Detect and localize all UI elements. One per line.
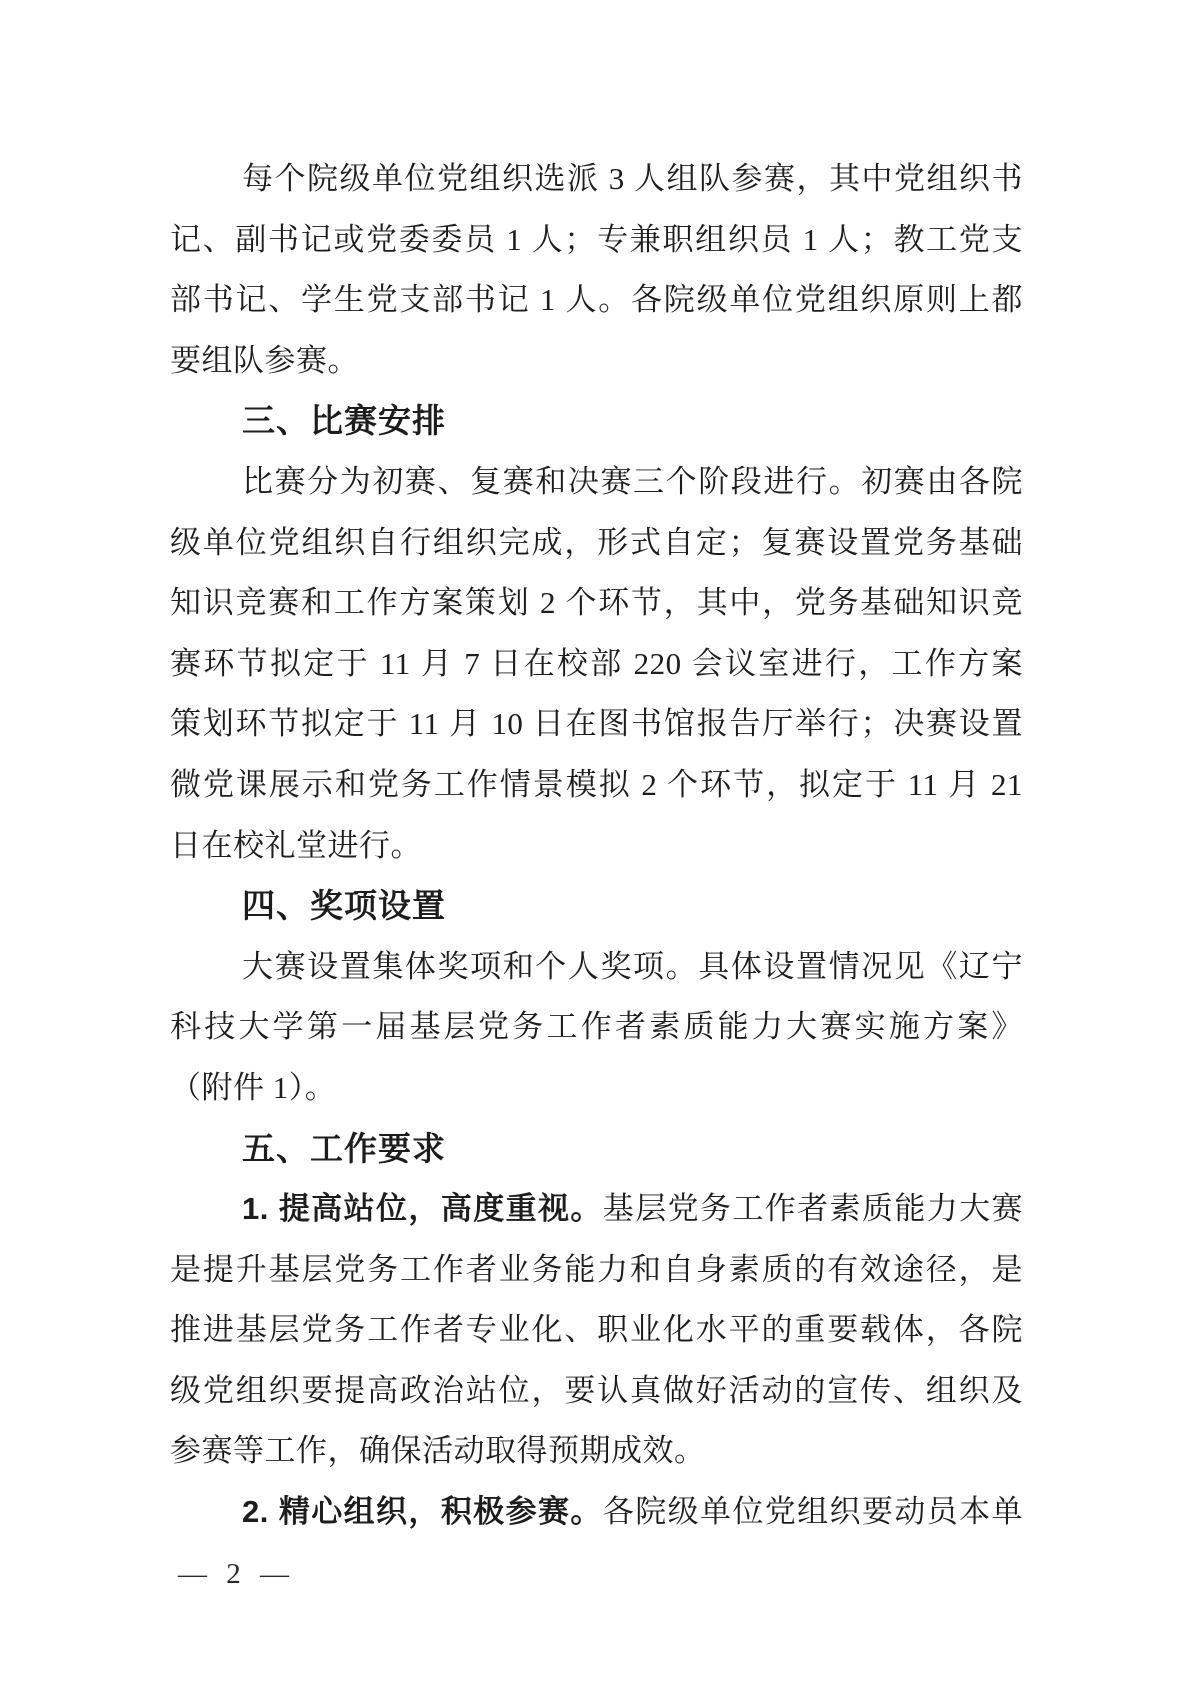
paragraph-arrangement-line-4: 赛环节拟定于 11 月 7 日在校部 220 会议室进行，工作方案 bbox=[170, 645, 1023, 681]
paragraph-arrangement-line-5: 策划环节拟定于 11 月 10 日在图书馆报告厅举行；决赛设置 bbox=[170, 706, 1023, 742]
paragraph-requirement-2-line-1 bbox=[170, 1482, 1023, 1543]
paragraph-requirement-1-line-3: 推进基层党务工作者专业化、职业化水平的重要载体，各院 bbox=[170, 1312, 1023, 1348]
paragraph-team-selection-line-1: 每个院级单位党组织选派 3 人组队参赛，其中党组织书 bbox=[242, 161, 1023, 196]
paragraph-team-selection-line-3: 部书记、学生党支部书记 1 人。各院级单位党组织原则上都 bbox=[170, 282, 1023, 318]
paragraph-awards-line-2: 科技大学第一届基层党务工作者素质能力大赛实施方案》 bbox=[170, 1009, 1023, 1045]
requirement-1-body-start: 基层党务工作者素质能力大赛 bbox=[602, 1191, 1024, 1227]
paragraph-arrangement-line-1: 比赛分为初赛、复赛和决赛三个阶段进行。初赛由各院 bbox=[242, 463, 1023, 499]
paragraph-team-selection-line-4: 要组队参赛。 bbox=[170, 342, 359, 378]
paragraph-arrangement-line-3: 知识竞赛和工作方案策划 2 个环节，其中，党务基础知识竞 bbox=[170, 585, 1023, 621]
paragraph-requirement-1-line-5: 参赛等工作，确保活动取得预期成效。 bbox=[170, 1433, 706, 1469]
document-body bbox=[170, 149, 1023, 1543]
requirement-2-bold-lead: 2. 精心组织，积极参赛。 bbox=[242, 1494, 603, 1530]
paragraph-awards-line-1: 大赛设置集体奖项和个人奖项。具体设置情况见《辽宁 bbox=[242, 948, 1023, 984]
paragraph-requirement-1-line-1 bbox=[170, 1179, 1023, 1240]
heading-work-requirements: 五、工作要求 bbox=[242, 1129, 446, 1167]
page-number: — 2 — bbox=[178, 1558, 295, 1590]
heading-awards-setup: 四、奖项设置 bbox=[242, 887, 446, 925]
paragraph-requirement-1-line-4: 级党组织要提高政治站位，要认真做好活动的宣传、组织及 bbox=[170, 1372, 1023, 1408]
heading-competition-arrangement: 三、比赛安排 bbox=[242, 402, 446, 440]
paragraph-requirement-1-line-2: 是提升基层党务工作者业务能力和自身素质的有效途径，是 bbox=[170, 1251, 1023, 1287]
paragraph-arrangement-line-7: 日在校礼堂进行。 bbox=[170, 827, 422, 863]
paragraph-arrangement-line-2: 级单位党组织自行组织完成，形式自定；复赛设置党务基础 bbox=[170, 524, 1023, 560]
paragraph-awards-line-3: （附件 1）。 bbox=[170, 1069, 337, 1105]
requirement-1-bold-lead: 1. 提高站位，高度重视。 bbox=[242, 1191, 603, 1227]
requirement-2-body-start: 各院级单位党组织要动员本单 bbox=[602, 1494, 1024, 1530]
paragraph-arrangement-line-6: 微党课展示和党务工作情景模拟 2 个环节，拟定于 11 月 21 bbox=[170, 766, 1023, 802]
paragraph-team-selection-line-2: 记、副书记或党委委员 1 人；专兼职组织员 1 人；教工党支 bbox=[170, 221, 1023, 257]
